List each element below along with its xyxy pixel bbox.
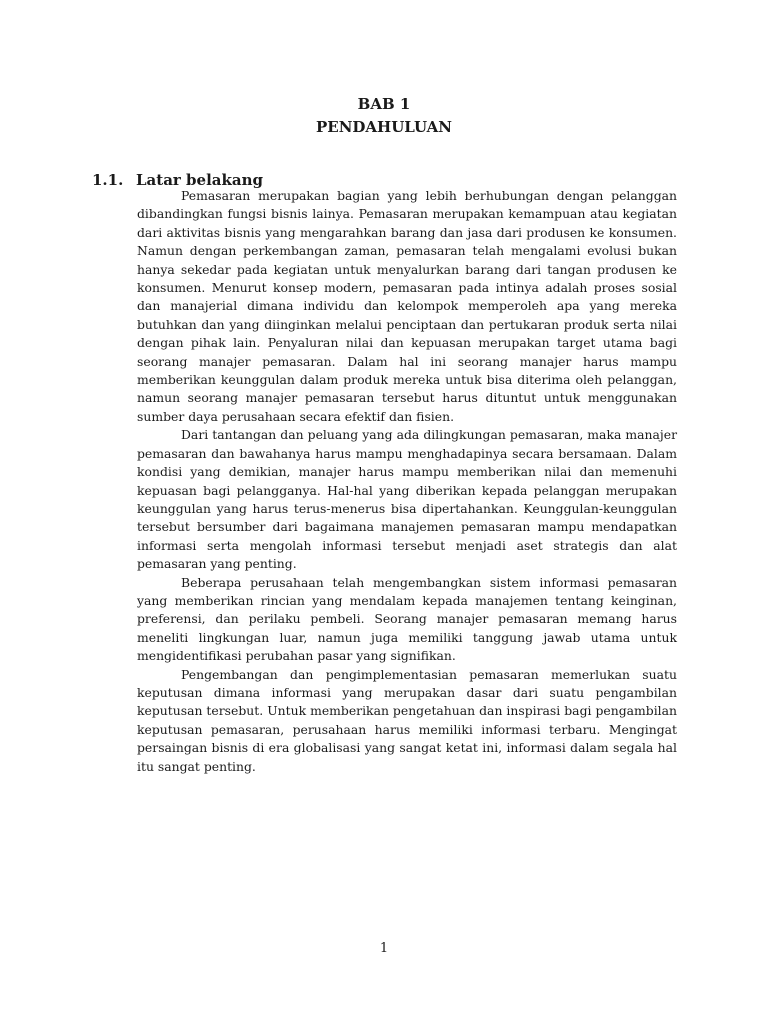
- paragraph: Beberapa perusahaan telah mengembangkan sistem informasi pemasaran yang memberikan rincian yang mendalam kepada manajemen tentang keinginan, preferensi, dan perilaku pembeli. Seorang manajer pemasaran memang harus meneliti lingkungan luar, namun juga memiliki tanggung jawab utama untuk mengidentifikasi perubahan pasar yang signifikan.: [137, 574, 677, 664]
- section-title: Latar belakang: [136, 171, 263, 189]
- chapter-title: PENDAHULUAN: [315, 118, 453, 136]
- body-text: [137, 187, 677, 776]
- page-number: 1: [379, 941, 389, 956]
- paragraph: Pemasaran merupakan bagian yang lebih berhubungan dengan pelanggan dibandingkan fungsi bisnis lainya. Pemasaran merupakan kemampuan atau kegiatan dari aktivitas bisnis yang mengarahkan barang dan jasa dari produsen ke konsumen. Namun dengan perkembangan zaman, pemasaran telah mengalami evolusi bukan hanya sekedar pada kegiatan untuk menyalurkan barang dari tangan produsen ke konsumen. Menurut konsep modern, pemasaran pada intinya adalah proses sosial dan manajerial dimana individu dan kelompok memperoleh apa yang mereka butuhkan dan yang diinginkan melalui penciptaan dan pertukaran produk serta nilai dengan pihak lain. Penyaluran nilai dan kepuasan merupakan target utama bagi seorang manajer pemasaran. Dalam hal ini seorang manajer harus mampu memberikan keunggulan dalam produk mereka untuk bisa diterima oleh pelanggan, namun seorang manajer pemasaran tersebut harus dituntut untuk menggunakan sumber daya perusahaan secara efektif dan fisien.: [137, 188, 677, 424]
- chapter-number: BAB 1: [357, 95, 411, 113]
- paragraph: Pengembangan dan pengimplementasian pemasaran memerlukan suatu keputusan dimana informasi yang merupakan dasar dari suatu pengambilan keputusan tersebut. Untuk memberikan pengetahuan dan inspirasi bagi pengambilan keputusan pemasaran, perusahaan harus memiliki informasi terbaru. Mengingat persaingan bisnis di era globalisasi yang sangat ketat ini, informasi dalam segala hal itu sangat penting.: [137, 666, 677, 774]
- section-number: 1.1.: [92, 171, 124, 189]
- paragraph: Dari tantangan dan peluang yang ada dilingkungan pemasaran, maka manajer pemasaran dan bawahanya harus mampu menghadapinya secara bersamaan. Dalam kondisi yang demikian, manajer harus mampu memberikan nilai dan memenuhi kepuasan bagi pelangganya. Hal-hal yang diberikan kepada pelanggan merupakan keunggulan yang harus terus-menerus bisa dipertahankan. Keunggulan-keunggulan tersebut bersumber dari bagaimana manajemen pemasaran mampu mendapatkan informasi serta mengolah informasi tersebut menjadi aset strategis dan alat pemasaran yang penting.: [137, 427, 677, 572]
